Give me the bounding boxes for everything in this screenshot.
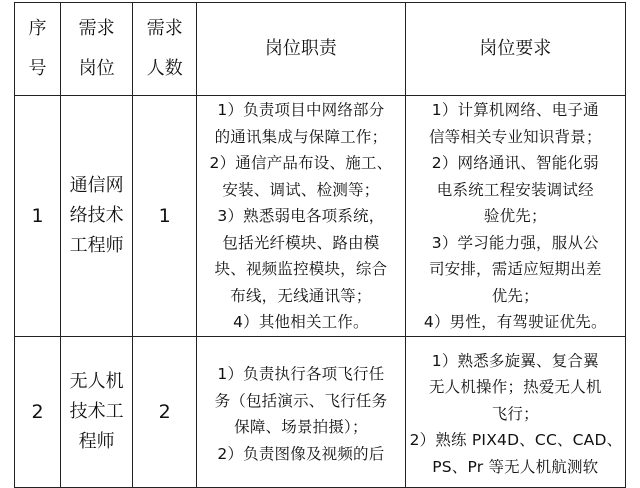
header-duties: 岗位职责 <box>197 3 405 96</box>
requirement-line: 信等相关专业知识背景； <box>428 127 602 146</box>
duty-line: 安装、调试、检测等； <box>222 180 380 199</box>
duty-line: 3）熟悉弱电各项系统， <box>217 207 385 225</box>
row-requirements <box>405 336 625 487</box>
table-header-row <box>15 3 626 96</box>
requirement-line: 2）熟练 PIX4D、CC、CAD、 <box>409 431 623 450</box>
duty-line: 务（包括演示、飞行任务 <box>214 391 388 410</box>
position-line: 通信网 <box>69 174 124 196</box>
table-row <box>15 96 626 337</box>
duty-line: 1）负责项目中网络部分 <box>217 101 385 119</box>
header-position <box>61 3 133 96</box>
duty-line: 2）通信产品布设、施工、 <box>209 154 393 172</box>
row-requirements <box>405 96 625 337</box>
header-no-line: 序 <box>28 18 47 39</box>
position-line: 无人机 <box>69 370 124 392</box>
header-position-line: 岗位 <box>78 58 115 79</box>
position-line: 技术工 <box>69 400 124 422</box>
row-no: 1 <box>15 96 61 337</box>
header-count-line: 人数 <box>146 58 183 79</box>
requirement-line: 3）学习能力强，服从公 <box>431 233 599 252</box>
duty-line: 保障、场景拍摄）； <box>234 418 368 436</box>
position-line: 络技术 <box>69 204 124 226</box>
table-row <box>15 336 626 487</box>
row-duties <box>197 96 405 337</box>
duty-line: 包括光纤模块、路由模 <box>222 233 380 252</box>
requirement-line: 无人机操作；热爱无人机 <box>428 378 602 397</box>
job-requirements-table <box>14 2 626 488</box>
duty-line: 块、视频监控模块，综合 <box>214 260 388 278</box>
row-position <box>61 336 133 487</box>
position-line: 工程师 <box>69 234 124 256</box>
duty-line: 4）其他相关工作。 <box>233 313 369 331</box>
duty-line: 1）负责执行各项飞行任 <box>217 365 385 383</box>
requirement-line: 司安排，需适应短期出差 <box>428 260 602 278</box>
requirement-line: PS、Pr 等无人机航测软 <box>432 457 599 476</box>
row-duties <box>197 336 405 487</box>
duty-line: 的通讯集成与保障工作； <box>214 127 388 146</box>
requirement-line: 4）男性，有驾驶证优先。 <box>423 313 607 331</box>
row-position <box>61 96 133 337</box>
position-line: 程师 <box>78 430 115 452</box>
requirement-line: 电系统工程安装调试经 <box>436 180 594 199</box>
header-position-line: 需求 <box>78 18 115 39</box>
row-count: 1 <box>133 96 197 337</box>
header-no-line: 号 <box>28 58 47 79</box>
requirement-line: 优先； <box>491 286 539 305</box>
requirement-line: 验优先； <box>483 207 547 225</box>
requirement-line: 飞行； <box>491 404 539 423</box>
header-count <box>133 3 197 96</box>
row-count: 2 <box>133 336 197 487</box>
row-no: 2 <box>15 336 61 487</box>
duty-line: 布线，无线通讯等； <box>230 286 372 305</box>
header-requirements: 岗位要求 <box>405 3 625 96</box>
requirement-line: 1）计算机网络、电子通 <box>431 101 599 119</box>
header-no <box>15 3 61 96</box>
requirement-line: 1）熟悉多旋翼、复合翼 <box>431 351 599 370</box>
requirement-line: 2）网络通讯、智能化弱 <box>431 154 599 172</box>
header-count-line: 需求 <box>146 18 183 39</box>
duty-line: 2）负责图像及视频的后 <box>217 444 385 463</box>
